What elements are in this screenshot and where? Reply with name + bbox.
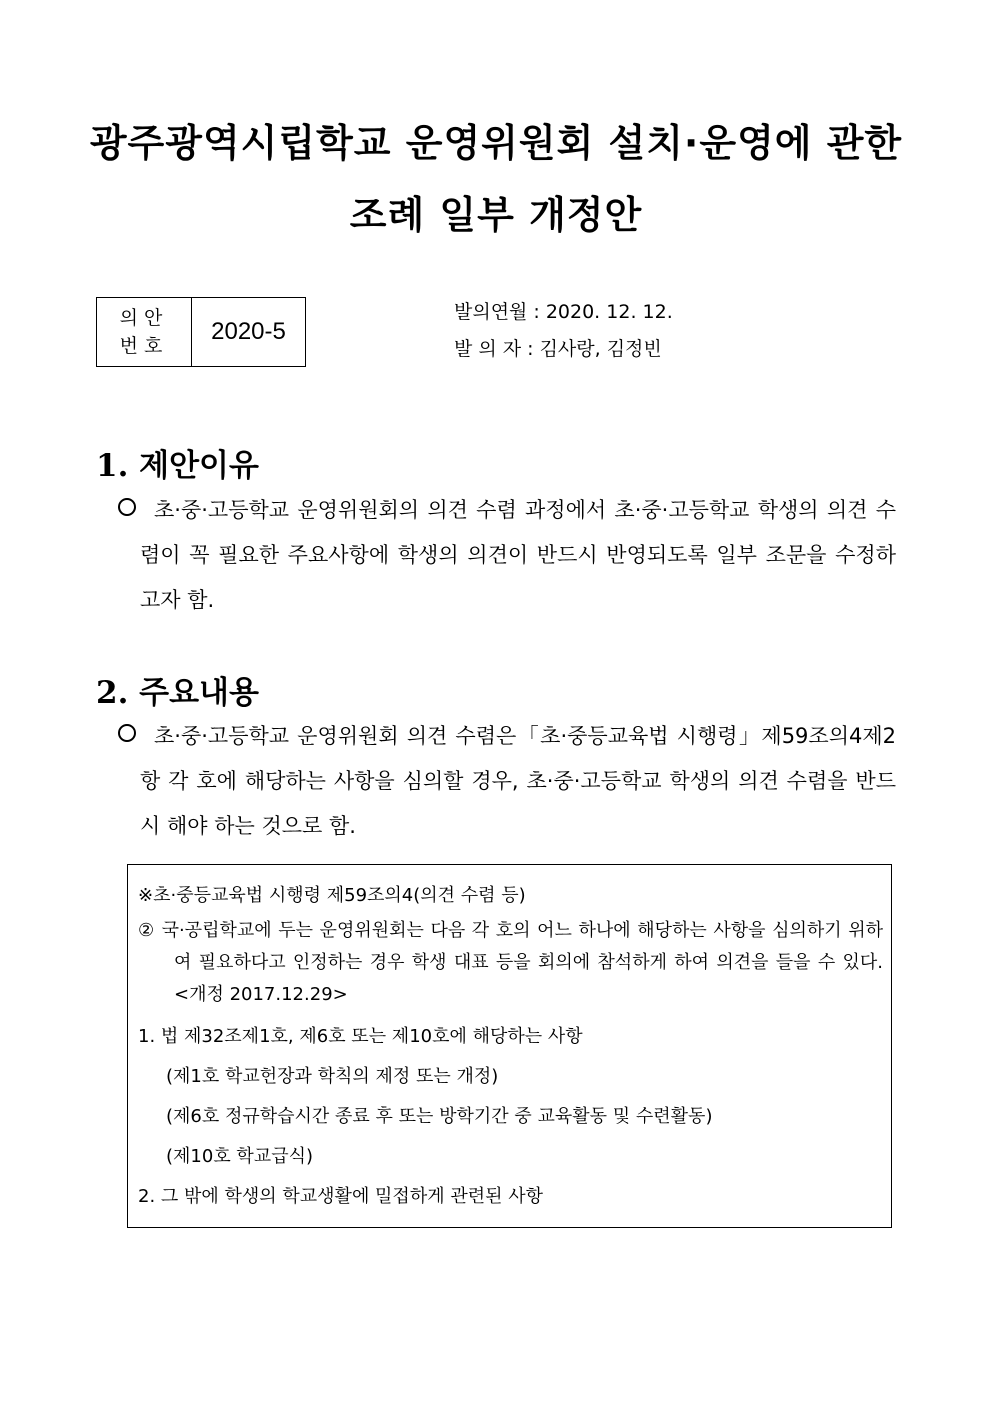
- bill-label-line1: 의안: [119, 307, 169, 329]
- section-heading-reason: 1. 제안이유: [96, 448, 259, 484]
- separator: :: [533, 301, 540, 323]
- reference-sub-10: (제10호 학교급식): [166, 1146, 313, 1167]
- document-title-line2: 조례 일부 개정안: [349, 193, 643, 237]
- bill-label-line2: 번호: [119, 335, 169, 357]
- reference-sub-6: (제6호 정규학습시간 종료 후 또는 방학기간 중 교육활동 및 수련활동): [166, 1106, 713, 1127]
- reference-item-1: 1. 법 제32조제1호, 제6호 또는 제10호에 해당하는 사항: [138, 1026, 583, 1047]
- proposal-date: [454, 297, 673, 324]
- reason-text: 초·중·고등학교 운영위원회의 의견 수렴 과정에서 초·중·고등학교 학생의 의견 수렴이 꼭 필요한 주요사항에 학생의 의견이 반드시 반영되도록 일부 조문을 수정하고자 함.: [140, 498, 896, 612]
- section-text-reason: [118, 488, 896, 623]
- reference-heading: ※초·중등교육법 시행령 제59조의4(의견 수렴 등): [138, 885, 526, 906]
- section-heading-content: 2. 주요내용: [96, 675, 259, 711]
- circle-bullet-icon: [118, 724, 136, 742]
- section-text-content: [118, 714, 896, 849]
- reference-item-2: 2. 그 밖에 학생의 학교생활에 밀접하게 관련된 사항: [138, 1186, 543, 1207]
- proposer-label: 발 의 자: [454, 338, 522, 360]
- reference-clause: ② 국·공립학교에 두는 운영위원회는 다음 각 호의 어느 하나에 해당하는 사항을 심의하기 위하여 필요하다고 인정하는 경우 학생 대표 등을 회의에 참석하게 하여 의견을 들을 수 있다. <개정 2017.12.29>: [138, 920, 883, 1005]
- bill-number-box: [96, 297, 306, 367]
- bill-number-value: 2020-5: [211, 318, 286, 345]
- proposal-date-value: 2020. 12. 12.: [545, 301, 673, 323]
- proposer-value: 김사랑, 김정빈: [539, 338, 662, 360]
- reference-box: [127, 864, 892, 1228]
- document-title-line1: 광주광역시립학교 운영위원회 설치·운영에 관한: [89, 121, 903, 165]
- bill-number-label: [97, 298, 192, 366]
- circle-bullet-icon: [118, 498, 136, 516]
- content-text: 초·중·고등학교 운영위원회 의견 수렴은「초·중등교육법 시행령」제59조의4제2항 각 호에 해당하는 사항을 심의할 경우, 초·중·고등학교 학생의 의견 수렴을 반드시 해야 하는 것으로 함.: [140, 724, 896, 838]
- separator: :: [527, 338, 534, 360]
- proposer: [454, 334, 662, 361]
- reference-sub-1: (제1호 학교헌장과 학칙의 제정 또는 개정): [166, 1066, 499, 1087]
- proposal-date-label: 발의연월: [454, 301, 528, 323]
